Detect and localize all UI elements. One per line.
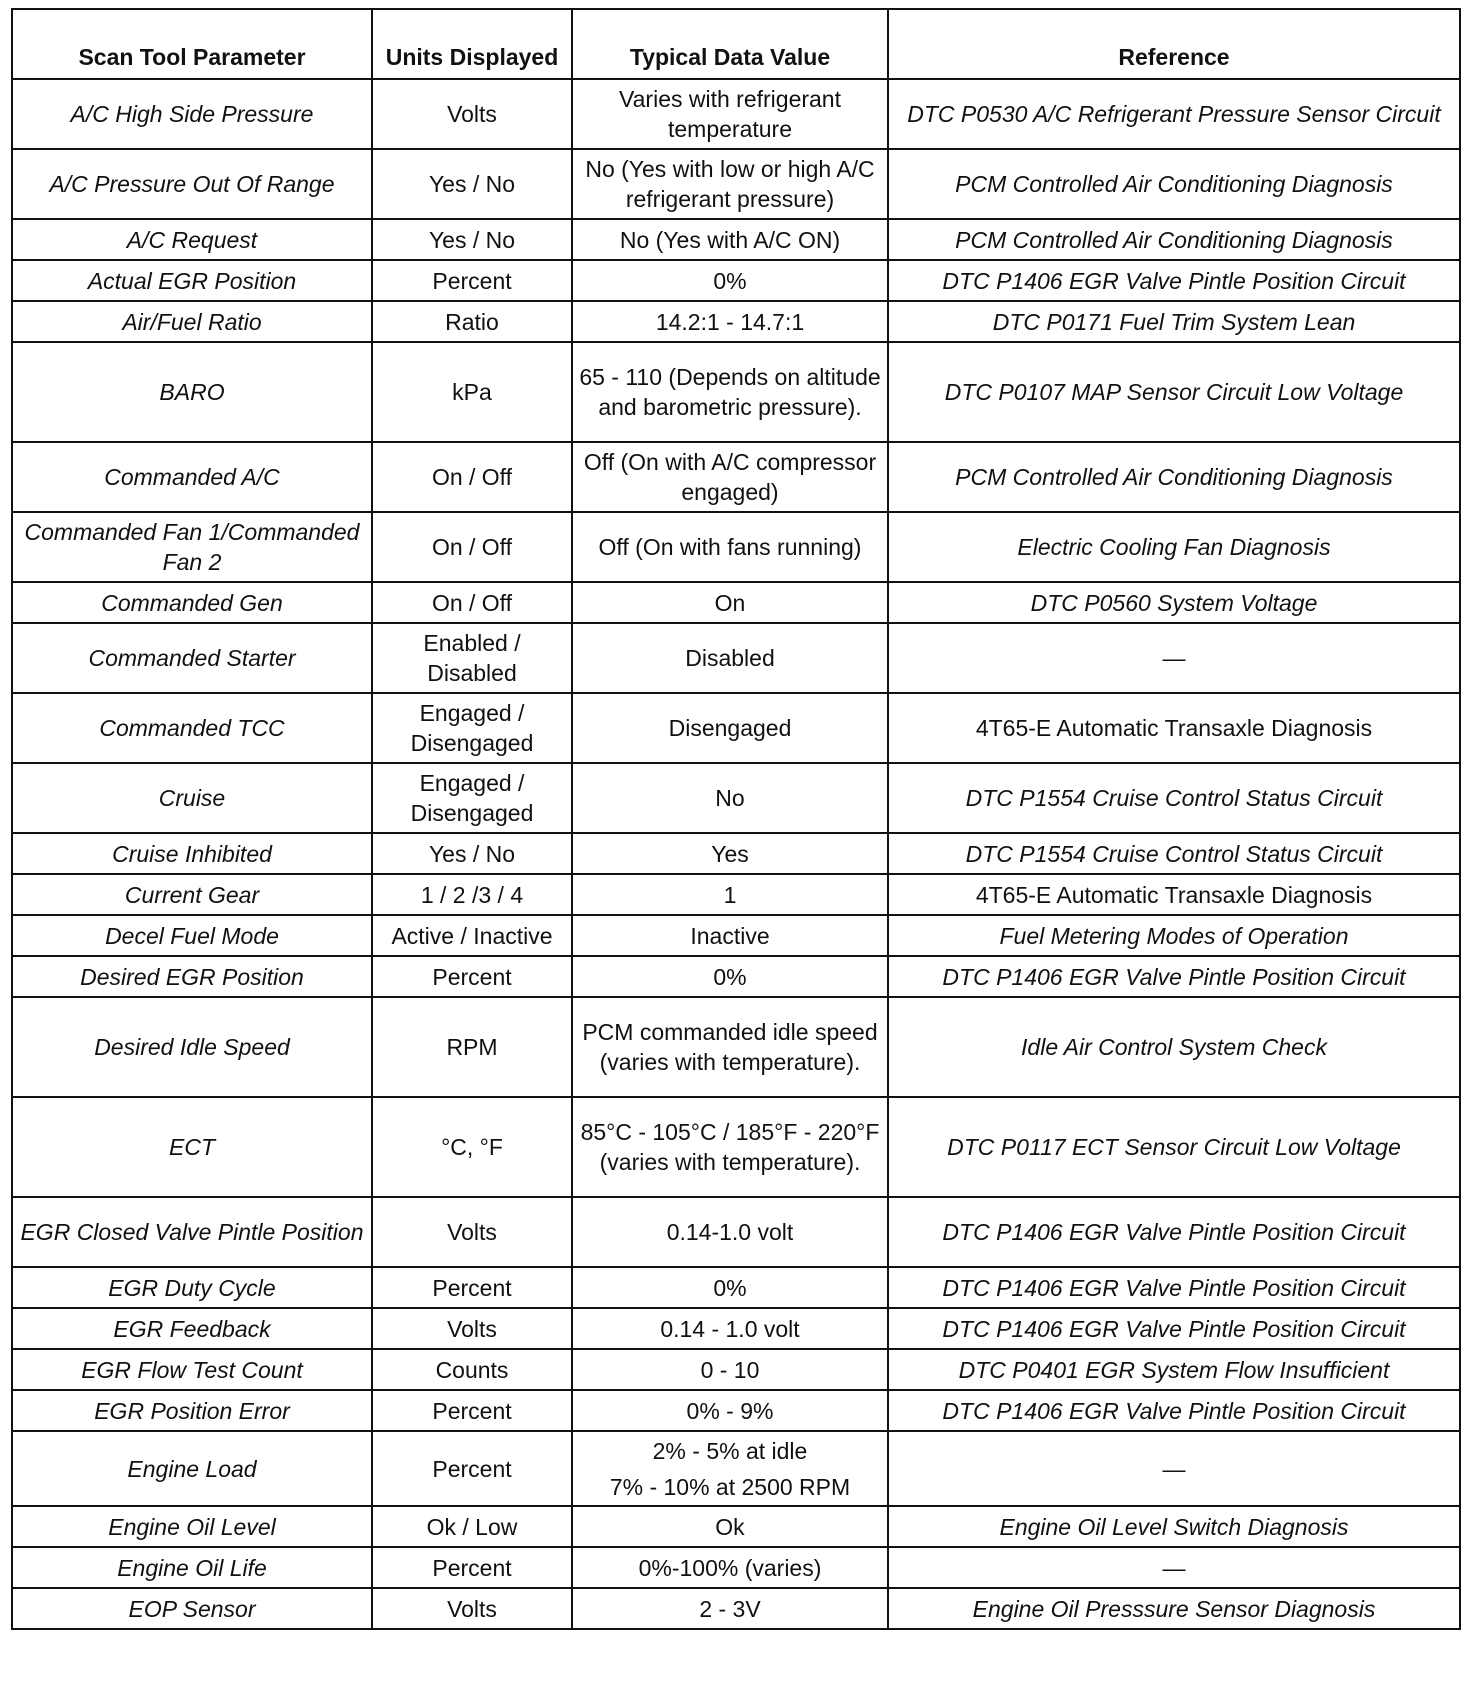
table-row xyxy=(12,1431,1460,1506)
parameter-cell: Commanded Gen xyxy=(12,582,372,623)
typical-value-cell: Yes xyxy=(572,833,888,874)
parameter-cell: Cruise xyxy=(12,763,372,833)
parameter-cell: EGR Flow Test Count xyxy=(12,1349,372,1390)
reference-cell: DTC P1406 EGR Valve Pintle Position Circuit xyxy=(888,1197,1460,1267)
typical-value-cell: 85°C - 105°C / 185°F - 220°F (varies with temperature). xyxy=(572,1097,888,1197)
reference-cell: DTC P1554 Cruise Control Status Circuit xyxy=(888,833,1460,874)
units-cell: On / Off xyxy=(372,512,572,582)
parameter-cell: Commanded Starter xyxy=(12,623,372,693)
reference-cell: — xyxy=(888,1431,1460,1506)
table-row xyxy=(12,342,1460,442)
units-cell: Percent xyxy=(372,260,572,301)
typical-value-line: 2% - 5% at idle xyxy=(652,1437,808,1464)
reference-cell: Idle Air Control System Check xyxy=(888,997,1460,1097)
typical-value-cell: 14.2:1 - 14.7:1 xyxy=(572,301,888,342)
parameter-cell: Desired Idle Speed xyxy=(12,997,372,1097)
header-typical-data-value: Typical Data Value xyxy=(572,9,888,79)
units-cell: Percent xyxy=(372,1547,572,1588)
typical-value-cell: On xyxy=(572,582,888,623)
reference-cell: Engine Oil Level Switch Diagnosis xyxy=(888,1506,1460,1547)
units-cell: Volts xyxy=(372,1197,572,1267)
units-cell: 1 / 2 /3 / 4 xyxy=(372,874,572,915)
parameter-cell: Cruise Inhibited xyxy=(12,833,372,874)
units-cell: °C, °F xyxy=(372,1097,572,1197)
table-row xyxy=(12,1390,1460,1431)
table-row xyxy=(12,623,1460,693)
reference-cell: DTC P0117 ECT Sensor Circuit Low Voltage xyxy=(888,1097,1460,1197)
reference-cell: Fuel Metering Modes of Operation xyxy=(888,915,1460,956)
typical-value-cell: Varies with refrigerant temperature xyxy=(572,79,888,149)
units-cell: Engaged / Disengaged xyxy=(372,763,572,833)
table-row xyxy=(12,763,1460,833)
reference-cell: — xyxy=(888,1547,1460,1588)
units-cell: Volts xyxy=(372,1308,572,1349)
units-cell: Active / Inactive xyxy=(372,915,572,956)
parameter-cell: Engine Load xyxy=(12,1431,372,1506)
typical-value-cell: 0.14-1.0 volt xyxy=(572,1197,888,1267)
reference-cell: PCM Controlled Air Conditioning Diagnosis xyxy=(888,442,1460,512)
typical-value-cell: Inactive xyxy=(572,915,888,956)
table-row xyxy=(12,1547,1460,1588)
typical-value-cell xyxy=(572,1431,888,1506)
reference-cell: DTC P0560 System Voltage xyxy=(888,582,1460,623)
reference-cell: DTC P1554 Cruise Control Status Circuit xyxy=(888,763,1460,833)
parameter-cell: A/C High Side Pressure xyxy=(12,79,372,149)
reference-cell: DTC P1406 EGR Valve Pintle Position Circuit xyxy=(888,956,1460,997)
typical-value-cell: 0.14 - 1.0 volt xyxy=(572,1308,888,1349)
parameter-cell: EGR Position Error xyxy=(12,1390,372,1431)
header-units-displayed: Units Displayed xyxy=(372,9,572,79)
table-row xyxy=(12,149,1460,219)
typical-value-cell: 0% xyxy=(572,1267,888,1308)
units-cell: On / Off xyxy=(372,442,572,512)
parameter-cell: A/C Pressure Out Of Range xyxy=(12,149,372,219)
typical-value-cell: Ok xyxy=(572,1506,888,1547)
units-cell: Percent xyxy=(372,956,572,997)
header-reference: Reference xyxy=(888,9,1460,79)
table-row xyxy=(12,833,1460,874)
units-cell: kPa xyxy=(372,342,572,442)
typical-value-cell: Off (On with fans running) xyxy=(572,512,888,582)
units-cell: Volts xyxy=(372,1588,572,1629)
typical-value-cell: 0% xyxy=(572,956,888,997)
reference-cell: 4T65-E Automatic Transaxle Diagnosis xyxy=(888,874,1460,915)
units-cell: Engaged / Disengaged xyxy=(372,693,572,763)
parameter-cell: Actual EGR Position xyxy=(12,260,372,301)
header-scan-tool-parameter: Scan Tool Parameter xyxy=(12,9,372,79)
typical-value-cell: 2 - 3V xyxy=(572,1588,888,1629)
table-row xyxy=(12,1267,1460,1308)
parameter-cell: Air/Fuel Ratio xyxy=(12,301,372,342)
reference-cell: DTC P1406 EGR Valve Pintle Position Circuit xyxy=(888,1267,1460,1308)
reference-cell: DTC P1406 EGR Valve Pintle Position Circuit xyxy=(888,260,1460,301)
parameter-cell: Commanded A/C xyxy=(12,442,372,512)
table-row xyxy=(12,874,1460,915)
parameter-cell: Decel Fuel Mode xyxy=(12,915,372,956)
parameter-cell: ECT xyxy=(12,1097,372,1197)
header-row xyxy=(12,9,1460,79)
typical-value-cell: Disengaged xyxy=(572,693,888,763)
reference-cell: — xyxy=(888,623,1460,693)
parameter-cell: Current Gear xyxy=(12,874,372,915)
parameter-cell: EOP Sensor xyxy=(12,1588,372,1629)
table-row xyxy=(12,219,1460,260)
parameter-cell: Engine Oil Level xyxy=(12,1506,372,1547)
typical-value-cell: No (Yes with low or high A/C refrigerant pressure) xyxy=(572,149,888,219)
reference-cell: DTC P1406 EGR Valve Pintle Position Circuit xyxy=(888,1390,1460,1431)
table-row xyxy=(12,1506,1460,1547)
units-cell: Yes / No xyxy=(372,219,572,260)
units-cell: On / Off xyxy=(372,582,572,623)
units-cell: Yes / No xyxy=(372,833,572,874)
reference-cell: PCM Controlled Air Conditioning Diagnosis xyxy=(888,219,1460,260)
table-row xyxy=(12,693,1460,763)
units-cell: Percent xyxy=(372,1390,572,1431)
reference-cell: 4T65-E Automatic Transaxle Diagnosis xyxy=(888,693,1460,763)
table-row xyxy=(12,512,1460,582)
table-row xyxy=(12,582,1460,623)
typical-value-cell: No (Yes with A/C ON) xyxy=(572,219,888,260)
typical-value-cell: 0 - 10 xyxy=(572,1349,888,1390)
typical-value-cell: 65 - 110 (Depends on altitude and barometric pressure). xyxy=(572,342,888,442)
reference-cell: DTC P0530 A/C Refrigerant Pressure Sensor Circuit xyxy=(888,79,1460,149)
table-row xyxy=(12,260,1460,301)
parameter-cell: Engine Oil Life xyxy=(12,1547,372,1588)
typical-value-cell: PCM commanded idle speed (varies with temperature). xyxy=(572,997,888,1097)
table-row xyxy=(12,1197,1460,1267)
units-cell: Counts xyxy=(372,1349,572,1390)
parameter-cell: Commanded Fan 1/Commanded Fan 2 xyxy=(12,512,372,582)
reference-cell: Electric Cooling Fan Diagnosis xyxy=(888,512,1460,582)
table-row xyxy=(12,997,1460,1097)
table-row xyxy=(12,915,1460,956)
units-cell: Ok / Low xyxy=(372,1506,572,1547)
table-row xyxy=(12,1308,1460,1349)
typical-value-line: 7% - 10% at 2500 RPM xyxy=(609,1473,851,1500)
reference-cell: DTC P0171 Fuel Trim System Lean xyxy=(888,301,1460,342)
typical-value-cell: 1 xyxy=(572,874,888,915)
units-cell: Volts xyxy=(372,79,572,149)
parameter-cell: BARO xyxy=(12,342,372,442)
reference-cell: DTC P0401 EGR System Flow Insufficient xyxy=(888,1349,1460,1390)
table-row xyxy=(12,956,1460,997)
parameter-cell: EGR Duty Cycle xyxy=(12,1267,372,1308)
parameter-cell: Commanded TCC xyxy=(12,693,372,763)
typical-value-cell: 0%-100% (varies) xyxy=(572,1547,888,1588)
scan-tool-data-table xyxy=(11,8,1461,1630)
typical-value-cell: 0% xyxy=(572,260,888,301)
table-row xyxy=(12,1349,1460,1390)
parameter-cell: Desired EGR Position xyxy=(12,956,372,997)
parameter-cell: EGR Feedback xyxy=(12,1308,372,1349)
reference-cell: Engine Oil Presssure Sensor Diagnosis xyxy=(888,1588,1460,1629)
units-cell: Yes / No xyxy=(372,149,572,219)
reference-cell: PCM Controlled Air Conditioning Diagnosis xyxy=(888,149,1460,219)
table-row xyxy=(12,442,1460,512)
parameter-cell: A/C Request xyxy=(12,219,372,260)
units-cell: Percent xyxy=(372,1267,572,1308)
units-cell: Enabled / Disabled xyxy=(372,623,572,693)
typical-value-cell: No xyxy=(572,763,888,833)
units-cell: RPM xyxy=(372,997,572,1097)
parameter-cell: EGR Closed Valve Pintle Position xyxy=(12,1197,372,1267)
units-cell: Percent xyxy=(372,1431,572,1506)
table-row xyxy=(12,301,1460,342)
reference-cell: DTC P0107 MAP Sensor Circuit Low Voltage xyxy=(888,342,1460,442)
typical-value-cell: 0% - 9% xyxy=(572,1390,888,1431)
reference-cell: DTC P1406 EGR Valve Pintle Position Circuit xyxy=(888,1308,1460,1349)
table-row xyxy=(12,1588,1460,1629)
table-row xyxy=(12,1097,1460,1197)
scan-tool-data-page xyxy=(11,8,1461,1630)
typical-value-cell: Off (On with A/C compressor engaged) xyxy=(572,442,888,512)
table-row xyxy=(12,79,1460,149)
units-cell: Ratio xyxy=(372,301,572,342)
typical-value-cell: Disabled xyxy=(572,623,888,693)
